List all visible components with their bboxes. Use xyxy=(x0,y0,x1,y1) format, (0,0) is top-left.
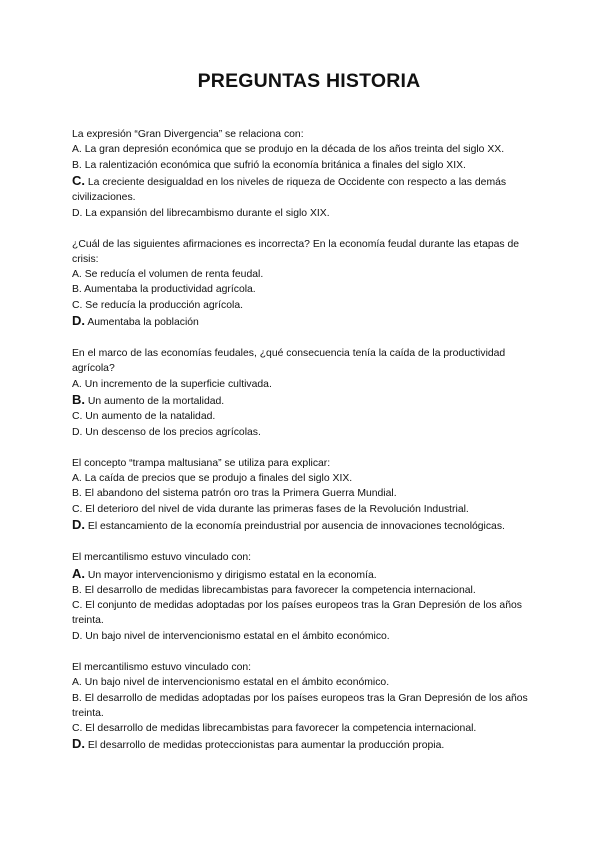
option-letter: B. xyxy=(72,488,82,500)
option-letter: D. xyxy=(72,736,85,752)
option-text: Un mayor intervencionismo y dirigismo estatal en la economía. xyxy=(85,569,377,581)
option-letter: A. xyxy=(72,565,85,581)
question-6 xyxy=(72,660,534,754)
option-a-correct xyxy=(72,566,534,583)
option-letter: C. xyxy=(72,722,83,734)
page-title: PREGUNTAS HISTORIA xyxy=(197,70,421,92)
option-letter: A. xyxy=(72,378,82,390)
option-b xyxy=(72,583,534,598)
question-text: El mercantilismo estuvo vinculado con: xyxy=(72,552,252,564)
option-letter: B. xyxy=(72,159,82,171)
option-letter: A. xyxy=(72,268,82,280)
option-text: Un aumento de la mortalidad. xyxy=(85,395,225,407)
option-b xyxy=(72,691,534,721)
option-text: La creciente desigualdad en los niveles de riqueza de Occidente con respecto a las demás civilizaciones. xyxy=(72,177,507,204)
option-text: El abandono del sistema patrón oro tras la Primera Guerra Mundial. xyxy=(81,488,397,500)
option-letter: C. xyxy=(72,503,83,515)
option-text: El desarrollo de medidas librecambistas para favorecer la competencia internacional. xyxy=(81,585,476,597)
option-letter: A. xyxy=(72,144,82,156)
option-c xyxy=(72,721,534,736)
option-text: Un bajo nivel de intervencionismo estatal en el ámbito económico. xyxy=(81,677,390,689)
option-letter: D. xyxy=(72,207,83,219)
option-b xyxy=(72,486,534,501)
question-1 xyxy=(72,127,534,221)
option-letter: B. xyxy=(72,284,82,296)
question-text: En el marco de las economías feudales, ¿qué consecuencia tenía la caída de la productividad agrícola? xyxy=(72,348,506,375)
option-text: El desarrollo de medidas adoptadas por los países europeos tras la Gran Depresión de los años treinta. xyxy=(72,692,528,719)
option-d xyxy=(72,629,534,644)
option-text: El deterioro del nivel de vida durante las primeras fases de la Revolución Industrial. xyxy=(82,503,469,515)
option-c xyxy=(72,502,534,517)
option-text: La gran depresión económica que se produjo en la década de los años treinta del siglo XX. xyxy=(81,144,505,156)
option-letter: B. xyxy=(72,391,85,407)
option-letter: D. xyxy=(72,630,83,642)
option-a xyxy=(72,471,534,486)
option-text: Un incremento de la superficie cultivada. xyxy=(81,378,272,390)
option-letter: C. xyxy=(72,600,83,612)
option-b-correct xyxy=(72,392,534,409)
option-text: El estancamiento de la economía preindustrial por ausencia de innovaciones tecnológicas. xyxy=(85,521,505,533)
option-text: El desarrollo de medidas librecambistas para favorecer la competencia internacional. xyxy=(82,722,477,734)
option-d-correct xyxy=(72,736,534,753)
option-letter: A. xyxy=(72,473,82,485)
option-b xyxy=(72,158,534,173)
option-text: Aumentaba la población xyxy=(85,317,199,329)
option-text: Aumentaba la productividad agrícola. xyxy=(81,284,256,296)
question-text: La expresión “Gran Divergencia” se relaciona con: xyxy=(72,129,304,140)
option-letter: B. xyxy=(72,692,82,704)
option-text: Se reducía la producción agrícola. xyxy=(82,299,243,311)
option-a xyxy=(72,267,534,282)
option-d xyxy=(72,425,534,440)
option-c xyxy=(72,409,534,424)
option-text: Un bajo nivel de intervencionismo estatal en el ámbito económico. xyxy=(82,630,390,642)
option-text: Se reducía el volumen de renta feudal. xyxy=(81,268,264,280)
option-d xyxy=(72,206,534,221)
option-letter: C. xyxy=(72,299,83,311)
option-d-correct xyxy=(72,313,534,330)
question-text: ¿Cuál de las siguientes afirmaciones es incorrecta? En la economía feudal durante las etapas de crisis: xyxy=(72,238,520,265)
question-2 xyxy=(72,237,534,331)
option-a xyxy=(72,142,534,157)
option-letter: B. xyxy=(72,585,82,597)
option-letter: C. xyxy=(72,411,83,423)
option-letter: D. xyxy=(72,313,85,329)
option-a xyxy=(72,675,534,690)
option-b xyxy=(72,282,534,297)
option-text: La expansión del librecambismo durante el siglo XIX. xyxy=(82,207,330,219)
question-4 xyxy=(72,456,534,535)
question-5 xyxy=(72,550,534,644)
option-d-correct xyxy=(72,517,534,534)
option-c-correct xyxy=(72,173,534,205)
option-text: La ralentización económica que sufrió la economía británica a finales del siglo XIX. xyxy=(81,159,466,171)
option-c xyxy=(72,598,534,628)
option-text: Un aumento de la natalidad. xyxy=(82,411,216,423)
question-3 xyxy=(72,346,534,440)
option-letter: C. xyxy=(72,173,85,189)
option-text: La caída de precios que se produjo a finales del siglo XIX. xyxy=(81,473,353,485)
question-text: El concepto “trampa maltusiana” se utiliza para explicar: xyxy=(72,457,331,469)
option-letter: D. xyxy=(72,517,85,533)
option-letter: A. xyxy=(72,677,82,689)
option-a xyxy=(72,377,534,392)
question-text: El mercantilismo estuvo vinculado con: xyxy=(72,661,252,673)
option-text: El desarrollo de medidas proteccionistas para aumentar la producción propia. xyxy=(85,740,445,752)
option-text: Un descenso de los precios agrícolas. xyxy=(82,426,261,438)
option-text: El conjunto de medidas adoptadas por los países europeos tras la Gran Depresión de los años treinta. xyxy=(72,600,522,627)
option-letter: D. xyxy=(72,426,83,438)
option-c xyxy=(72,298,534,313)
